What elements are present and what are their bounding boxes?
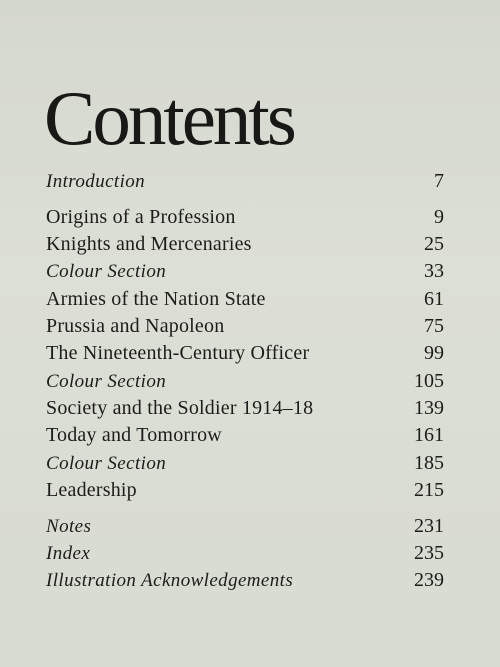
toc-entry-prussia: [46, 313, 444, 339]
toc-entry-page: 139: [414, 397, 444, 419]
toc-entry-label: Notes: [46, 516, 92, 537]
toc-entry-label: Colour Section: [46, 453, 167, 474]
toc-entry-page: 231: [414, 515, 444, 537]
toc-entry-label: Today and Tomorrow: [46, 424, 222, 446]
toc-entry-label: Colour Section: [46, 261, 167, 282]
table-of-contents: [46, 0, 444, 667]
toc-entry-page: 215: [414, 479, 444, 501]
toc-entry-page: 33: [424, 260, 444, 282]
toc-entry-nineteenth-century: [46, 340, 444, 366]
toc-entry-page: 185: [414, 452, 444, 474]
toc-entry-label: Society and the Soldier 1914–18: [46, 397, 314, 419]
toc-entry-index: [46, 540, 444, 566]
toc-entry-page: 105: [414, 370, 444, 392]
toc-entry-label: Knights and Mercenaries: [46, 233, 252, 255]
toc-entry-page: 75: [424, 315, 444, 337]
toc-entry-knights: [46, 231, 444, 257]
toc-entry-page: 9: [434, 206, 444, 228]
toc-entry-illustration-acknowledgements: [46, 567, 444, 593]
toc-entry-page: 61: [424, 288, 444, 310]
toc-entry-page: 7: [434, 170, 444, 192]
toc-entry-society: [46, 395, 444, 421]
toc-entry-label: The Nineteenth-Century Officer: [46, 342, 310, 364]
toc-entry-origins: [46, 204, 444, 230]
toc-entry-label: Armies of the Nation State: [46, 288, 266, 310]
toc-entry-today: [46, 422, 444, 448]
toc-entry-label: Index: [46, 543, 91, 564]
toc-entry-page: 161: [414, 424, 444, 446]
toc-entry-page: 235: [414, 542, 444, 564]
toc-entry-label: Colour Section: [46, 371, 167, 392]
toc-entry-colour-section-2: [46, 368, 444, 394]
toc-entry-page: 99: [424, 342, 444, 364]
page-title: Contents: [44, 75, 294, 161]
toc-entry-page: 25: [424, 233, 444, 255]
toc-entry-introduction: [46, 168, 444, 194]
toc-entry-colour-section-3: [46, 450, 444, 476]
toc-entry-label: Introduction: [46, 171, 146, 192]
toc-entry-page: 239: [414, 569, 444, 591]
toc-entry-label: Prussia and Napoleon: [46, 315, 225, 337]
toc-entry-label: Illustration Acknowledgements: [46, 570, 294, 591]
toc-entry-label: Leadership: [46, 479, 137, 501]
toc-entry-armies: [46, 286, 444, 312]
toc-entry-label: Origins of a Profession: [46, 206, 236, 228]
toc-entry-colour-section-1: [46, 258, 444, 284]
toc-entry-leadership: [46, 477, 444, 503]
toc-entry-notes: [46, 513, 444, 539]
